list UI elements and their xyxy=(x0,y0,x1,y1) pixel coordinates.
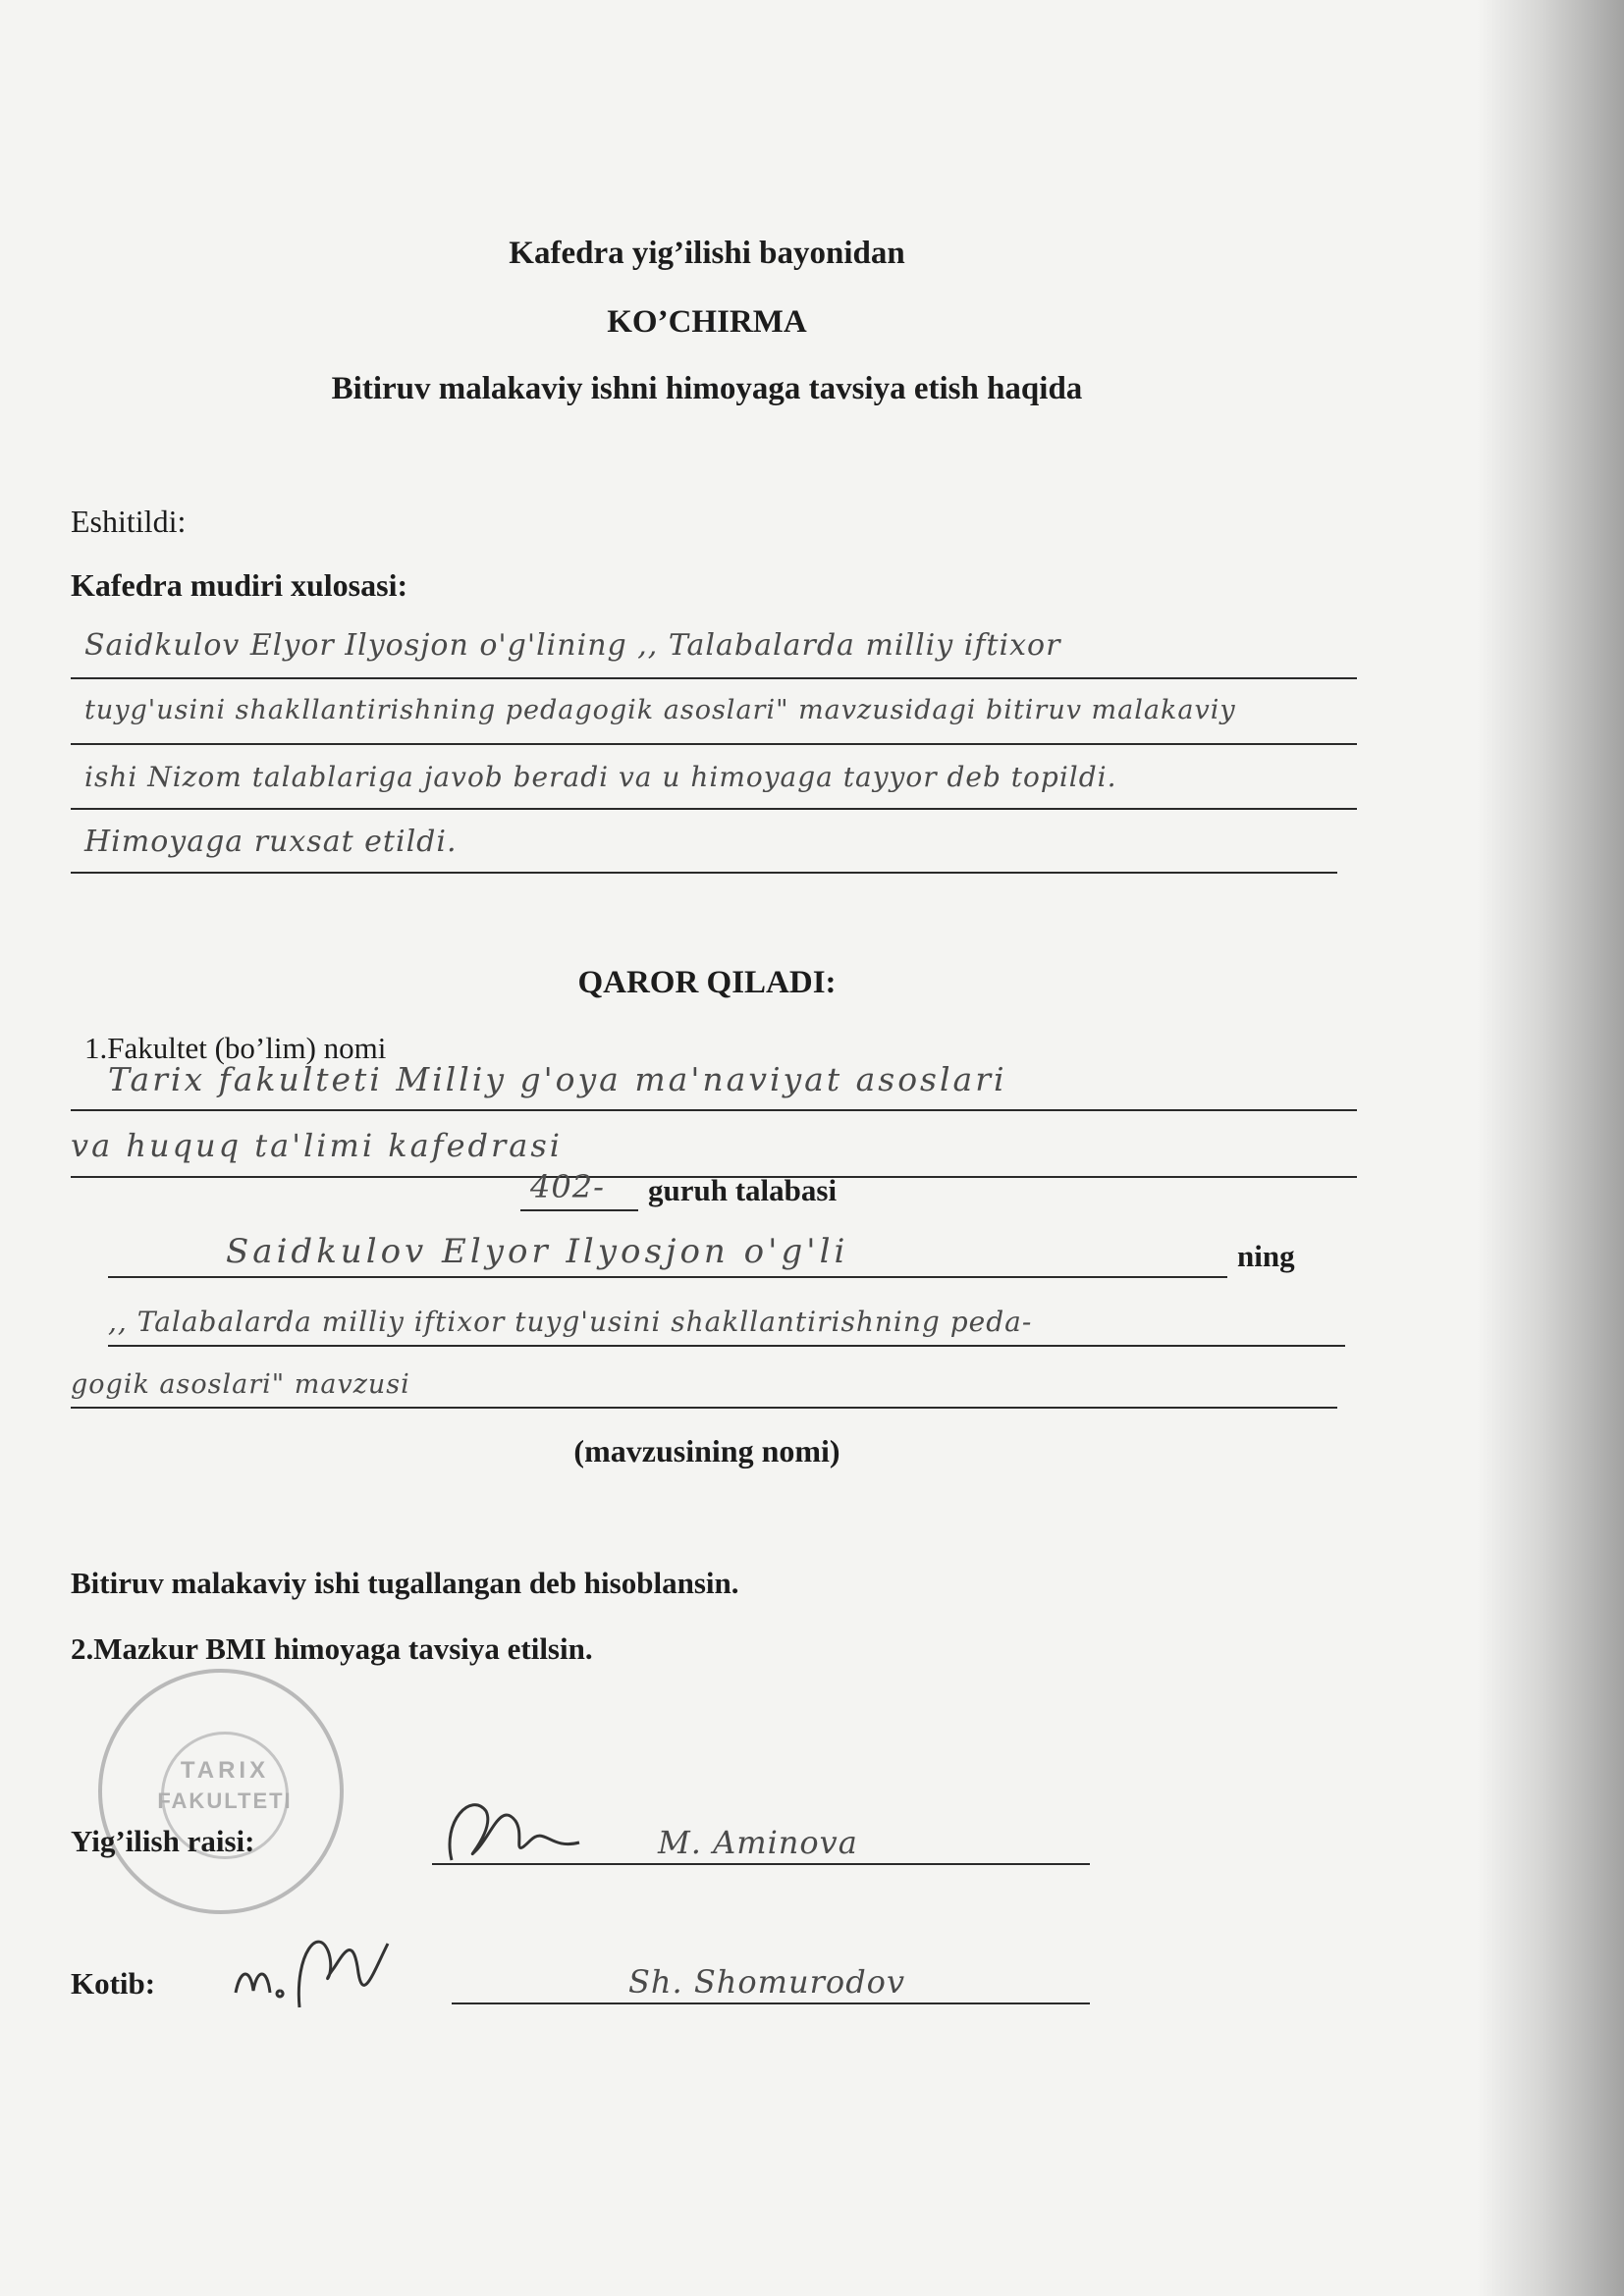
secretary-label: Kotib: xyxy=(71,1966,156,2001)
conclusion-label: Kafedra mudiri xulosasi: xyxy=(71,567,408,603)
stamp-bottom-text: FAKULTETI xyxy=(157,1789,293,1813)
conclusion-rule-1 xyxy=(71,677,1357,679)
conclusion-rule-2 xyxy=(71,743,1357,745)
secretary-signature-icon xyxy=(226,1914,403,2042)
stamp-top-text: TARIX xyxy=(180,1757,270,1784)
chair-label: Yig’ilish raisi: xyxy=(71,1824,255,1858)
heard-label: Eshitildi: xyxy=(71,504,187,539)
topic-line-2: gogik asoslari" mavzusi xyxy=(71,1369,410,1400)
header-title: KO’CHIRMA xyxy=(607,304,807,340)
decision-title: QAROR QILADI: xyxy=(577,965,837,1000)
conclusion-line-2: tuyg'usini shakllantirishning pedagogik asoslari" mavzusidagi bitiruv malakaviy xyxy=(84,695,1236,725)
conclusion-line-4: Himoyaga ruxsat etildi. xyxy=(84,825,458,859)
recommend-statement: 2.Mazkur BMI himoyaga tavsiya etilsin. xyxy=(71,1631,593,1666)
chair-signature-rule xyxy=(432,1863,1090,1865)
topic-caption: (mavzusining nomi) xyxy=(573,1433,840,1468)
student-name-rule xyxy=(108,1276,1227,1278)
conclusion-line-3: ishi Nizom talablariga javob beradi va u himoyaga tayyor deb topildi. xyxy=(84,761,1117,793)
header-line-1: Kafedra yig’ilishi bayonidan xyxy=(509,236,905,271)
chair-name: M. Aminova xyxy=(658,1824,858,1861)
topic-rule-2 xyxy=(71,1407,1337,1409)
faculty-line-1: Tarix fakulteti Milliy g'oya ma'naviyat asoslari xyxy=(108,1060,1007,1098)
conclusion-rule-4 xyxy=(71,872,1337,874)
student-name: Saidkulov Elyor Ilyosjon o'g'li xyxy=(226,1232,849,1271)
faculty-rule-1 xyxy=(71,1109,1357,1111)
completed-statement: Bitiruv malakaviy ishi tugallangan deb hisoblansin. xyxy=(71,1566,739,1600)
group-label: guruh talabasi xyxy=(648,1173,838,1207)
topic-line-1: ,, Talabalarda milliy iftixor tuyg'usini shakllantirishning peda- xyxy=(108,1306,1033,1338)
faculty-stamp xyxy=(98,1669,344,1914)
group-number: 402- xyxy=(530,1168,605,1205)
group-number-rule xyxy=(520,1209,638,1211)
student-suffix: ning xyxy=(1237,1239,1295,1273)
faculty-line-2: va huquq ta'limi kafedrasi xyxy=(71,1127,564,1164)
chair-signature-icon xyxy=(432,1782,589,1880)
secretary-signature-rule xyxy=(452,2002,1090,2004)
header-line-3: Bitiruv malakaviy ishni himoyaga tavsiya etish haqida xyxy=(331,371,1083,406)
faculty-label: 1.Fakultet (bo’lim) nomi xyxy=(84,1031,387,1065)
secretary-name: Sh. Shomurodov xyxy=(628,1963,906,2001)
topic-rule-1 xyxy=(108,1345,1345,1347)
conclusion-rule-3 xyxy=(71,808,1357,810)
scan-edge-shadow xyxy=(1477,0,1624,2296)
conclusion-line-1: Saidkulov Elyor Ilyosjon o'g'lining ,, Talabalarda milliy iftixor xyxy=(84,628,1061,663)
